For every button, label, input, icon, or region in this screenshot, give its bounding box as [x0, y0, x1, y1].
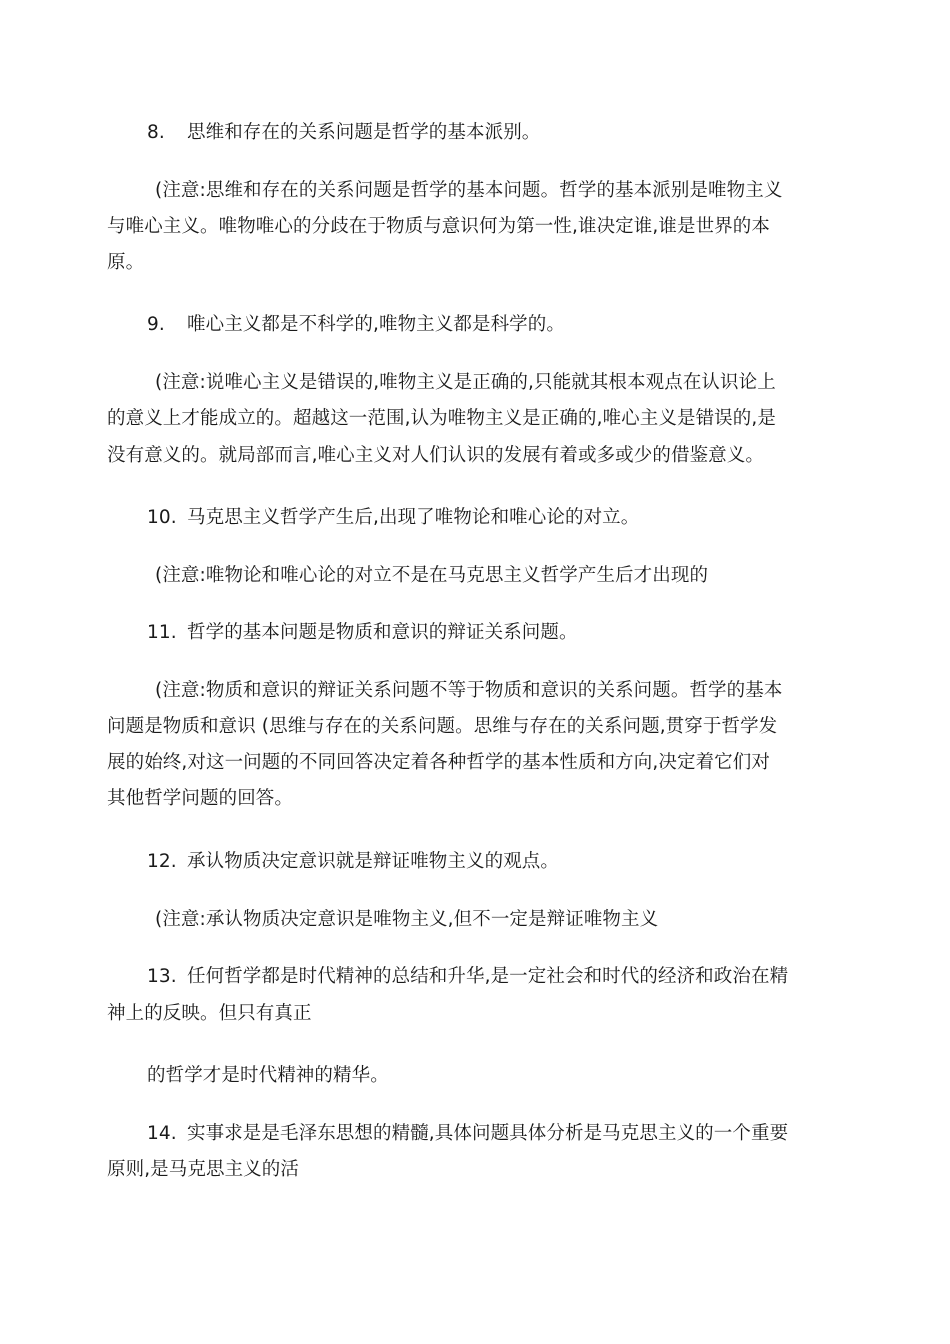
statement-text: 任何哲学都是时代精神的总结和升华,是一定社会和时代的经济和政治在精: [187, 966, 789, 987]
item-8-note-line: 与唯心主义。唯物唯心的分歧在于物质与意识何为第一性,谁决定谁,谁是世界的本: [107, 216, 770, 237]
statement-text: 承认物质决定意识就是辩证唯物主义的观点。: [187, 851, 560, 872]
item-number: 11.: [147, 622, 177, 643]
item-9-note-line: 没有意义的。就局部而言,唯心主义对人们认识的发展有着或多或少的借鉴意义。: [107, 445, 764, 466]
item-14-statement: [107, 1122, 847, 1146]
item-11-statement: [107, 621, 847, 645]
item-13-statement-line: 神上的反映。但只有真正: [107, 1003, 312, 1024]
item-number: 10.: [147, 507, 177, 528]
item-11-note-line: (注意:物质和意识的辩证关系问题不等于物质和意识的关系问题。哲学的基本: [155, 680, 783, 701]
statement-text: 实事求是是毛泽东思想的精髓,具体问题具体分析是马克思主义的一个重要: [187, 1123, 789, 1144]
item-14-statement-line: 原则,是马克思主义的活: [107, 1159, 299, 1180]
item-12-note-line: (注意:承认物质决定意识是唯物主义,但不一定是辩证唯物主义: [155, 909, 659, 930]
item-8-statement: [107, 121, 847, 145]
item-10-note-line: (注意:唯物论和唯心论的对立不是在马克思主义哲学产生后才出现的: [155, 565, 709, 586]
item-11-note-line: 其他哲学问题的回答。: [107, 788, 294, 809]
statement-text: 马克思主义哲学产生后,出现了唯物论和唯心论的对立。: [187, 507, 640, 528]
item-8-note-line: (注意:思维和存在的关系问题是哲学的基本问题。哲学的基本派别是唯物主义: [155, 180, 783, 201]
item-10-statement: [107, 506, 847, 530]
item-number: 8.: [147, 122, 165, 143]
item-number: 9.: [147, 314, 165, 335]
statement-text: 哲学的基本问题是物质和意识的辩证关系问题。: [187, 622, 578, 643]
item-number: 12.: [147, 851, 177, 872]
item-9-note-line: (注意:说唯心主义是错误的,唯物主义是正确的,只能就其根本观点在认识论上: [155, 372, 776, 393]
item-8-note-line: 原。: [107, 252, 145, 273]
statement-text: 唯心主义都是不科学的,唯物主义都是科学的。: [187, 314, 565, 335]
item-11-note-line: 问题是物质和意识 (思维与存在的关系问题。思维与存在的关系问题,贯穿于哲学发: [107, 716, 778, 737]
statement-text: 思维和存在的关系问题是哲学的基本派别。: [187, 122, 541, 143]
item-12-statement: [107, 850, 847, 874]
item-13-continuation: 的哲学才是时代精神的精华。: [147, 1065, 389, 1086]
item-11-note-line: 展的始终,对这一问题的不同回答决定着各种哲学的基本性质和方向,决定着它们对: [107, 752, 770, 773]
item-9-note-line: 的意义上才能成立的。超越这一范围,认为唯物主义是正确的,唯心主义是错误的,是: [107, 408, 776, 429]
item-number: 13.: [147, 966, 177, 987]
item-number: 14.: [147, 1123, 177, 1144]
item-13-statement: [107, 965, 847, 989]
item-9-statement: [107, 313, 847, 337]
